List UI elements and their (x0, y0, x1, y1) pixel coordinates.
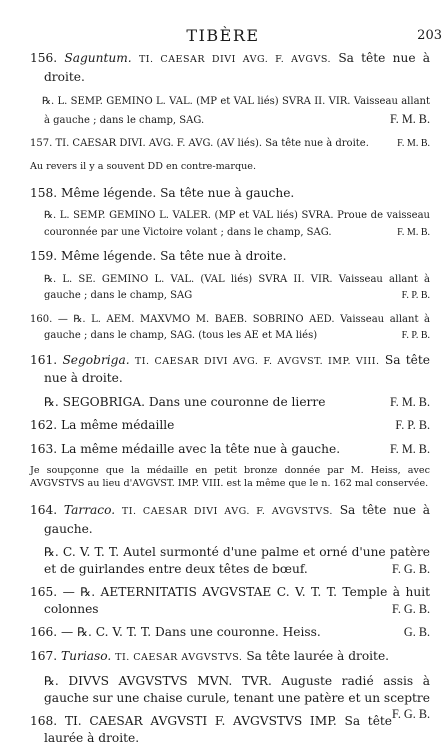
entry-165: 165. — ℞. AETERNITATIS AVGVSTAE C. V. T. T. Temple à huit colonnes F. G. B. (30, 585, 430, 616)
entry-161: 161. Segobriga. TI. CAESAR DIVI AVG. F. AVGVST. IMP. VIII. Sa tête nue à droite. (30, 352, 431, 385)
entry-167-reverse: ℞. DIVVS AVGVSTVS MVN. TVR. Auguste radié assis à gauche sur une chaise curule, tenant une patère et un sceptre F. G. B. (44, 674, 430, 721)
entry-159-reverse: ℞. L. SE. GEMINO L. VAL. (VAL liés) SVRA II. VIR. Vaisseau allant à gauche ; dans le champ, SAG F. P. B. (44, 273, 430, 301)
entry-160: 160. — ℞. L. AEM. MAXVMO M. BAEB. SOBRINO AED. Vaisseau allant à gauche ; dans le champ, SAG. (tous les AE et MA liés) F. P. B. (30, 313, 430, 341)
entry-162: 162. La même médaille F. P. B. (30, 418, 430, 432)
entry-159: 159. Même légende. Sa tête nue à droite. (30, 249, 287, 263)
editorial-note: Je soupçonne que la médaille en petit bronze donnée par M. Heiss, avec AVGVSTVS au lieu d'AVGVST. IMP. VIII. est la même que le n. 162 mal conservée. (30, 465, 430, 489)
entry-157-note: Au revers il y a souvent DD en contre-marque. (30, 160, 257, 172)
entry-167: 167. Turiaso. TI. CAESAR AVGVSTVS. Sa tête laurée à droite. (30, 648, 390, 663)
entry-158-reverse: ℞. L. SEMP. GEMINO L. VALER. (MP et VAL liés) SVRA. Proue de vaisseau couronnée par une Victoire volant ; dans le champ, SAG. F. M. B. (44, 210, 430, 238)
entry-161-reverse: ℞. SEGOBRIGA. Dans une couronne de lierre F. M. B. (44, 394, 430, 409)
running-title: TIBÈRE (186, 26, 260, 45)
page-number: 203 (417, 28, 442, 43)
entry-164: 164. Tarraco. TI. CAESAR DIVI AVG. F. AVGVSTVS. Sa tête nue à gauche. (30, 503, 431, 536)
entry-156-reverse: ℞. L. SEMP. GEMINO L. VAL. (MP et VAL liés) SVRA II. VIR. Vaisseau allant à gauche ; dans le champ, SAG. F. M. B. (42, 96, 430, 126)
entry-157: 157. TI. CAESAR DIVI. AVG. F. AVG. (AV liés). Sa tête nue à droite. F. M. B. (30, 138, 430, 149)
entry-166: 166. — ℞. C. V. T. T. Dans une couronne. Heiss. G. B. (30, 625, 430, 639)
entry-156: 156. Saguntum. TI. CAESAR DIVI AVG. F. AVGVS. Sa tête nue à droite. (30, 51, 431, 84)
page-header (0, 26, 446, 46)
entry-164-reverse: ℞. C. V. T. T. Autel surmonté d'une palme et orné d'une patère et de guirlandes entre deux têtes de bœuf. F. G. B. (44, 545, 430, 576)
entry-168: 168. TI. CAESAR AVGVSTI F. AVGVSTVS IMP. Sa tête laurée à droite. (30, 714, 393, 745)
catalogue-text (30, 50, 430, 753)
entry-158: 158. Même légende. Sa tête nue à gauche. (30, 185, 295, 200)
entry-163: 163. La même médaille avec la tête nue à gauche. F. M. B. (30, 441, 430, 456)
